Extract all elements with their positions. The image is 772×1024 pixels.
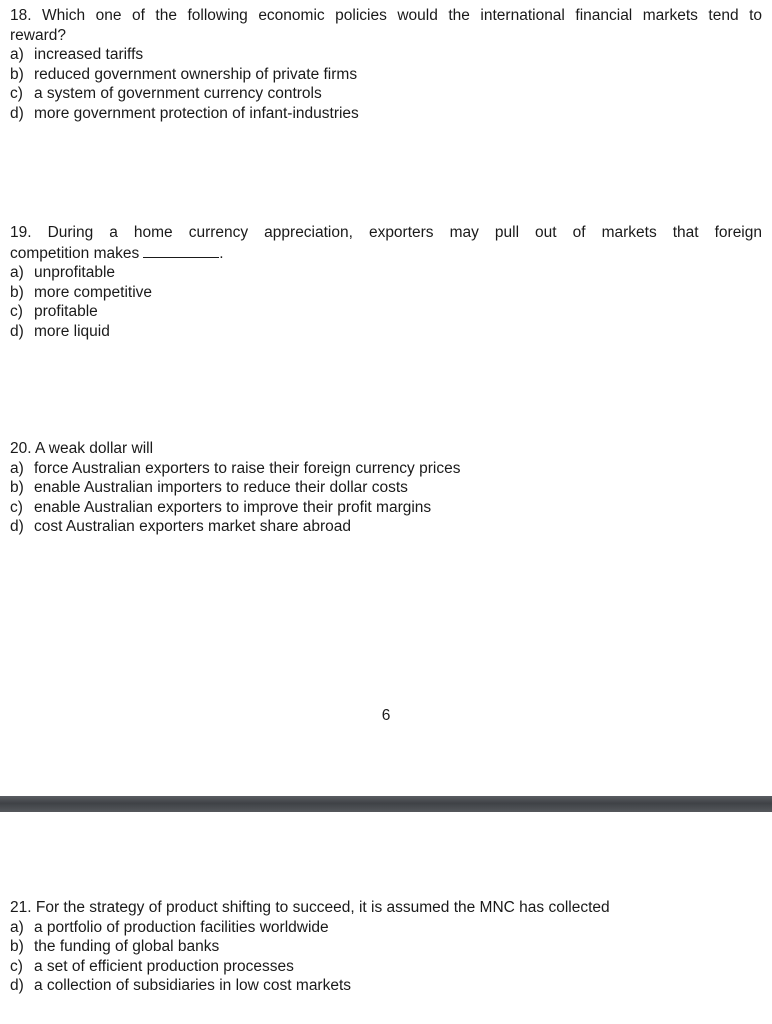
option-letter: b) (10, 479, 24, 496)
option-text: more competitive (34, 283, 153, 301)
option-d (10, 976, 762, 996)
question-stem-end: . (219, 244, 224, 262)
question-stem-line2: reward? (10, 26, 66, 44)
question-18 (10, 6, 762, 123)
option-text: force Australian exporters to raise their foreign currency prices (34, 459, 461, 477)
option-letter: c) (10, 85, 23, 102)
question-stem-line1: 19. During a home currency appreciation, exporters may pull out of markets that foreign (10, 224, 762, 241)
option-text: a set of efficient production processes (34, 957, 294, 975)
option-a (10, 459, 762, 479)
question-stem (10, 439, 762, 459)
option-a (10, 918, 762, 938)
option-a (10, 45, 762, 65)
question-stem (10, 898, 762, 918)
option-text: reduced government ownership of private firms (34, 65, 358, 83)
question-stem-line2: competition makes (10, 244, 140, 262)
option-letter: d) (10, 104, 24, 122)
option-text: enable Australian importers to reduce their dollar costs (34, 479, 408, 496)
option-letter: d) (10, 322, 24, 340)
option-d (10, 104, 762, 124)
option-b (10, 937, 762, 957)
option-b (10, 65, 762, 85)
option-letter: c) (10, 303, 23, 320)
option-letter: c) (10, 498, 23, 516)
option-letter: a) (10, 459, 24, 477)
option-c (10, 84, 762, 104)
option-letter: a) (10, 264, 24, 281)
question-20 (10, 439, 762, 537)
option-a (10, 263, 762, 283)
page-number: 6 (381, 707, 391, 724)
document-page-bottom (0, 812, 772, 1024)
option-letter: b) (10, 283, 24, 301)
question-stem-line1: 21. For the strategy of product shifting to succeed, it is assumed the MNC has collected (10, 899, 610, 916)
option-c (10, 957, 762, 977)
option-letter: a) (10, 46, 24, 63)
option-text: a portfolio of production facilities worldwide (34, 918, 329, 936)
option-b (10, 478, 762, 498)
option-text: the funding of global banks (34, 938, 220, 955)
option-text: more government protection of infant-industries (34, 104, 359, 122)
answer-options (10, 918, 762, 996)
question-stem (10, 223, 762, 263)
option-letter: d) (10, 518, 24, 535)
fill-in-blank (143, 243, 219, 258)
page-break-divider (0, 796, 772, 812)
option-d (10, 517, 762, 537)
option-letter: a) (10, 918, 24, 936)
option-text: enable Australian exporters to improve their profit margins (34, 498, 432, 516)
option-text: more liquid (34, 322, 110, 340)
option-text: unprofitable (34, 264, 116, 281)
answer-options (10, 263, 762, 341)
option-text: cost Australian exporters market share abroad (34, 518, 352, 535)
option-c (10, 498, 762, 518)
option-b (10, 283, 762, 303)
question-stem-line1: 18. Which one of the following economic policies would the international financial markets tend to (10, 7, 762, 24)
option-c (10, 302, 762, 322)
option-d (10, 322, 762, 342)
option-letter: d) (10, 977, 24, 994)
option-letter: b) (10, 65, 24, 83)
question-stem (10, 6, 762, 45)
option-text: profitable (34, 303, 98, 320)
answer-options (10, 45, 762, 123)
question-19 (10, 223, 762, 341)
question-stem-line1: 20. A weak dollar will (10, 440, 154, 457)
option-letter: b) (10, 938, 24, 955)
question-21 (10, 898, 762, 996)
answer-options (10, 459, 762, 537)
option-text: a collection of subsidiaries in low cost markets (34, 977, 352, 994)
option-text: a system of government currency controls (34, 85, 322, 102)
option-letter: c) (10, 957, 23, 975)
option-text: increased tariffs (34, 46, 144, 63)
